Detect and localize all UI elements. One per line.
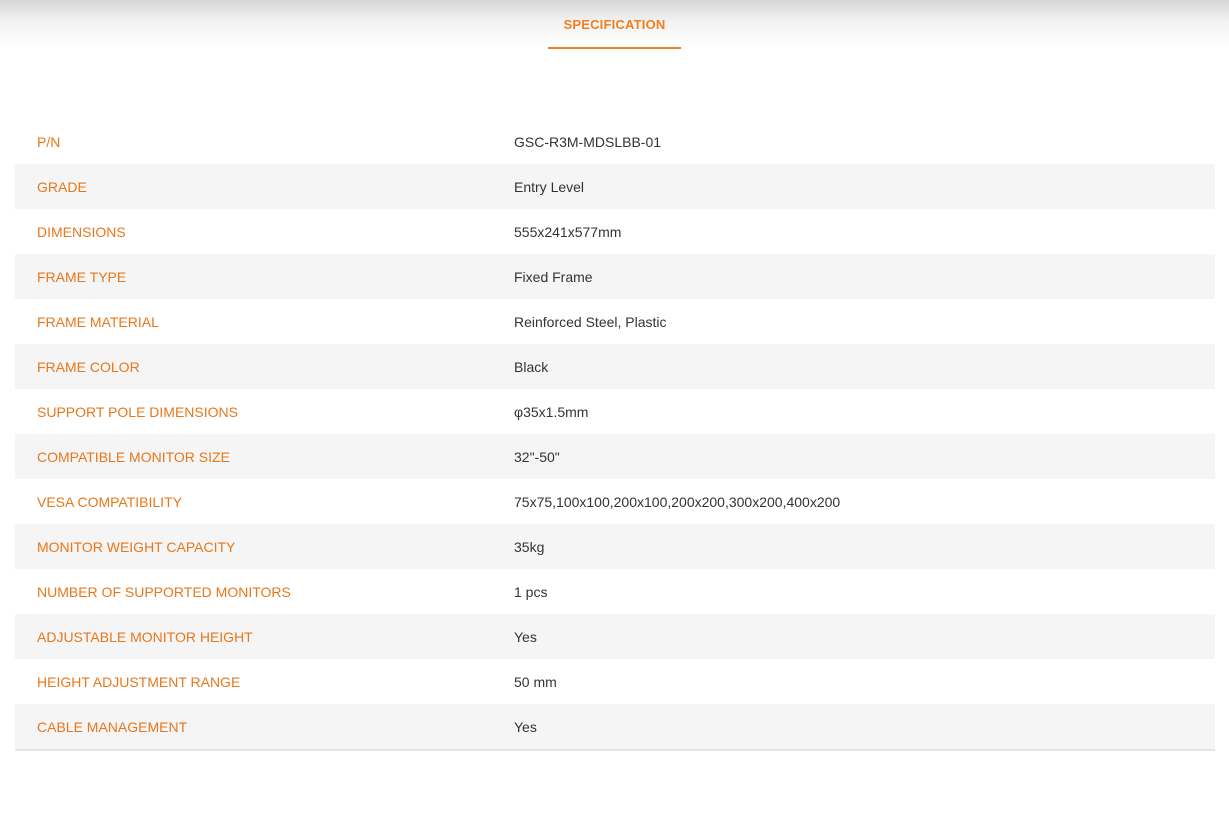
tab-bar [0,0,1229,49]
spec-value: 50 mm [514,673,557,690]
spec-value: Yes [514,718,537,735]
spec-key: FRAME COLOR [37,358,140,375]
spec-key: P/N [37,133,61,150]
spec-row-frame-material [15,299,1215,344]
spec-row-monitor-weight-capacity [15,524,1215,569]
spec-row-number-of-supported-monitors [15,569,1215,614]
spec-key: SUPPORT POLE DIMENSIONS [37,403,238,420]
spec-key: CABLE MANAGEMENT [37,718,188,735]
spec-value: GSC-R3M-MDSLBB-01 [514,133,662,150]
spec-value: 1 pcs [514,583,548,600]
spec-key: ADJUSTABLE MONITOR HEIGHT [37,628,253,645]
spec-row-adjustable-monitor-height [15,614,1215,659]
tab-specification[interactable] [548,0,681,49]
spec-value: Reinforced Steel, Plastic [514,313,667,330]
spec-key: GRADE [37,178,87,195]
spec-row-grade [15,164,1215,209]
spec-value: Yes [514,628,537,645]
spec-key: COMPATIBLE MONITOR SIZE [37,448,230,465]
spec-value: Fixed Frame [514,268,593,285]
tab-specification-label: SPECIFICATION [563,17,666,32]
spec-row-cable-management [15,704,1215,749]
spec-row-pn [15,119,1215,164]
spec-value: 35kg [514,538,545,555]
spec-row-compatible-monitor-size [15,434,1215,479]
spec-key: FRAME TYPE [37,268,127,285]
spec-key: NUMBER OF SUPPORTED MONITORS [37,583,291,600]
spec-value: 75x75,100x100,200x100,200x200,300x200,400x200 [514,493,841,510]
spec-row-frame-type [15,254,1215,299]
spec-key: DIMENSIONS [37,223,126,240]
spec-value: Entry Level [514,178,585,195]
spec-row-height-adjustment-range [15,659,1215,704]
spec-row-frame-color [15,344,1215,389]
spec-value: 555x241x577mm [514,223,622,240]
spec-value: 32"-50" [514,448,560,465]
spec-value: φ35x1.5mm [514,403,589,420]
spec-key: HEIGHT ADJUSTMENT RANGE [37,673,241,690]
specification-table [15,119,1215,751]
spec-row-support-pole-dimensions [15,389,1215,434]
spec-key: VESA COMPATIBILITY [37,493,182,510]
spec-row-vesa-compatibility [15,479,1215,524]
spec-row-dimensions [15,209,1215,254]
spec-key: MONITOR WEIGHT CAPACITY [37,538,236,555]
spec-value: Black [514,358,549,375]
spec-key: FRAME MATERIAL [37,313,159,330]
